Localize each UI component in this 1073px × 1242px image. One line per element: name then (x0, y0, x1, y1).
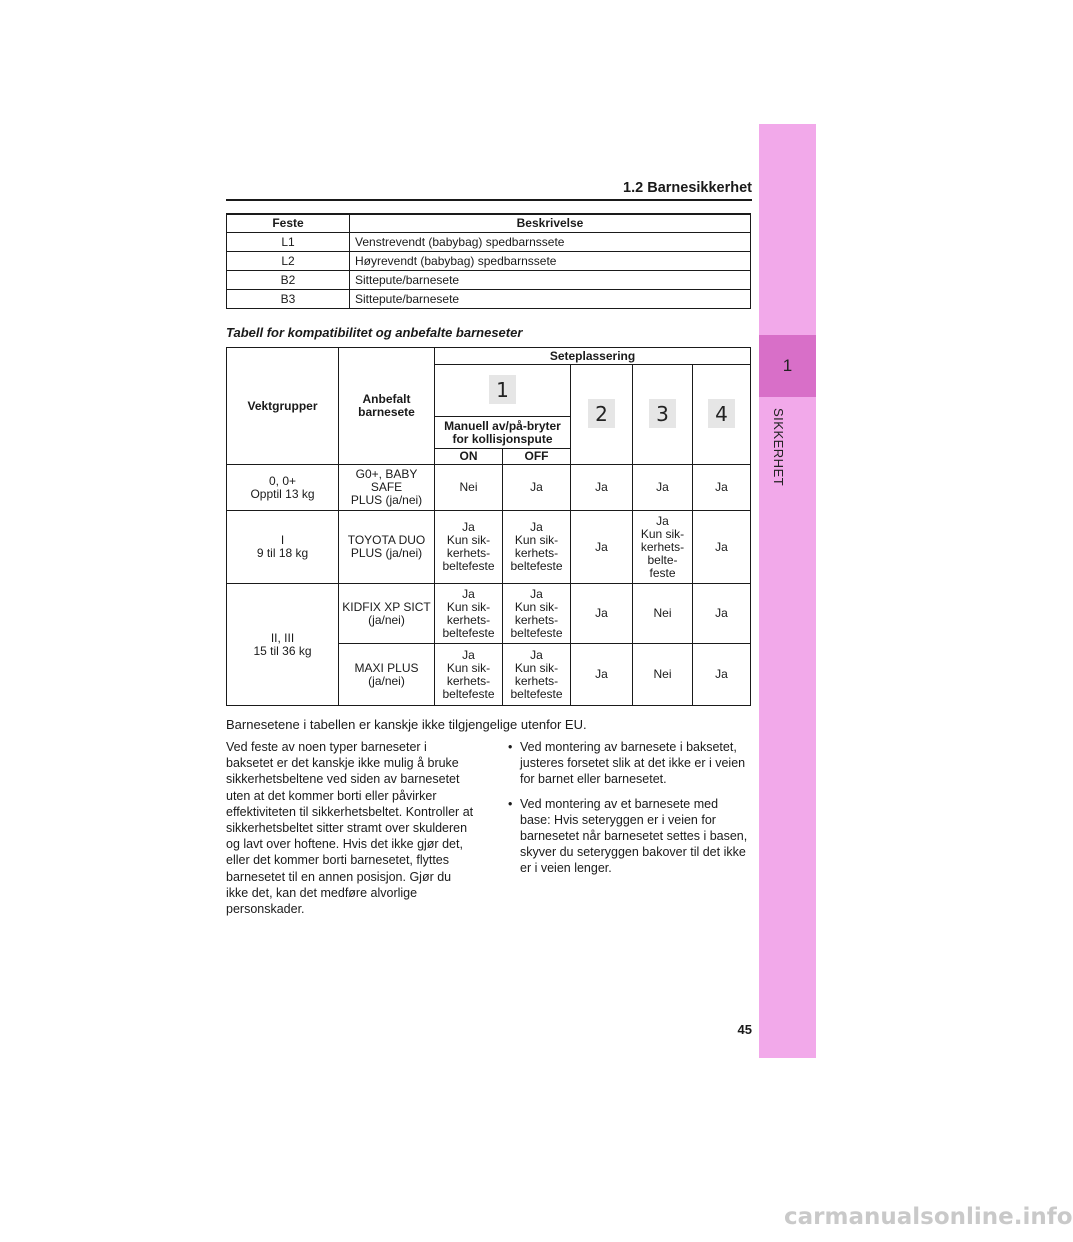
table-cell: Ja (693, 465, 751, 511)
table-cell: Nei (633, 644, 693, 706)
seat-position-3-cell (633, 365, 693, 465)
seat-position-2-cell (571, 365, 633, 465)
table-header: Feste (227, 214, 350, 232)
table-cell: II, III 15 til 36 kg (227, 584, 339, 706)
table-cell: Ja Kun sik- kerhets- beltefeste (503, 644, 571, 706)
table-cell: MAXI PLUS (ja/nei) (339, 644, 435, 706)
svg-text:2: 2 (595, 401, 608, 426)
table-cell: Ja (693, 644, 751, 706)
table-cell: Ja Kun sik- kerhets- beltefeste (435, 644, 503, 706)
table-cell: TOYOTA DUO PLUS (ja/nei) (339, 511, 435, 584)
table-cell: Nei (633, 584, 693, 644)
seat-position-1-icon (489, 375, 516, 404)
table-cell: L1 (227, 232, 350, 251)
table-cell: Venstrevendt (babybag) spedbarnssete (350, 232, 751, 251)
table-cell: B2 (227, 270, 350, 289)
table-cell: I 9 til 18 kg (227, 511, 339, 584)
table-cell: Ja (503, 465, 571, 511)
availability-note: Barnesetene i tabellen er kanskje ikke tilgjengelige utenfor EU. (226, 717, 587, 732)
header-weight-group: Vektgrupper (227, 348, 339, 465)
table-cell: B3 (227, 289, 350, 308)
table-cell: L2 (227, 251, 350, 270)
table-row (227, 270, 751, 289)
header-recommended-seat: Anbefalt barnesete (339, 348, 435, 465)
seatbelt-warning-paragraph: Ved feste av noen typer barneseter i baksetet er det kanskje ikke mulig å bruke sikkerhetsbeltene ved siden av barnesetet uten at det kommer borti eller påvirker effektiviteten til sikkerhetsbeltet. Kontroller at sikkerhetsbeltet sitter stramt over skulderen og lavt over hoftene. Hvis det ikke gjør det, eller det kommer borti barnesetet, flyttes barnesetet til en annen posisjon. Gjør du ikke det, kan det medføre alvorlige personskader. (226, 740, 474, 917)
bullet-item: • Ved montering av barnesete i baksetet, justeres forsetet slik at det ikke er i veien for barnet eller barnesetet. (506, 739, 752, 788)
table-cell: KIDFIX XP SICT (ja/nei) (339, 584, 435, 644)
table-cell: Ja (571, 644, 633, 706)
table-cell: Ja Kun sik- kerhets- beltefeste (503, 511, 571, 584)
seat-position-1-cell (435, 365, 571, 417)
header-seat-placement: Seteplassering (435, 348, 751, 365)
svg-text:3: 3 (656, 401, 669, 426)
section-header: 1.2 Barnesikkerhet (623, 180, 752, 196)
table-row (227, 251, 751, 270)
table-cell: G0+, BABY SAFE PLUS (ja/nei) (339, 465, 435, 511)
header-off: OFF (503, 449, 571, 465)
seat-position-2-icon (588, 399, 615, 428)
table-cell: Sittepute/barnesete (350, 289, 751, 308)
chapter-title: SIKKERHET (771, 408, 786, 487)
svg-text:1: 1 (496, 377, 509, 402)
table-row (227, 465, 751, 511)
table-row (227, 511, 751, 584)
table-cell: Ja (693, 584, 751, 644)
attachment-table (226, 213, 751, 309)
compatibility-table (226, 347, 751, 706)
table-cell: Nei (435, 465, 503, 511)
header-rule (226, 199, 752, 201)
chapter-side-tab (759, 124, 816, 1058)
installation-bullets (506, 739, 752, 885)
table-cell: Høyrevendt (babybag) spedbarnssete (350, 251, 751, 270)
table-cell: Ja Kun sik- kerhets- beltefeste (435, 511, 503, 584)
seat-position-4-cell (693, 365, 751, 465)
table-row (227, 584, 751, 644)
table-cell: Ja (571, 465, 633, 511)
table-cell: Ja Kun sik- kerhets- beltefeste (503, 584, 571, 644)
seat-position-4-icon (708, 399, 735, 428)
svg-text:4: 4 (715, 401, 728, 426)
header-airbag-switch: Manuell av/på-bryter for kollisjonspute (435, 417, 571, 449)
table-row (227, 232, 751, 251)
table-header: Beskrivelse (350, 214, 751, 232)
header-on: ON (435, 449, 503, 465)
table-cell: Ja (633, 465, 693, 511)
chapter-number: 1 (759, 335, 816, 397)
watermark: carmanualsonline.info (784, 1204, 1073, 1230)
table-row (227, 289, 751, 308)
table-cell: Ja (571, 511, 633, 584)
table-cell: Sittepute/barnesete (350, 270, 751, 289)
table-caption: Tabell for kompatibilitet og anbefalte barneseter (226, 325, 523, 340)
bullet-item: • Ved montering av et barnesete med base: Hvis seteryggen er i veien for barnesetet når barnesetet settes i basen, skyver du seteryggen bakover til det ikke er i veien lenger. (506, 796, 752, 877)
table-cell: Ja (693, 511, 751, 584)
seat-position-3-icon (649, 399, 676, 428)
table-cell: 0, 0+ Opptil 13 kg (227, 465, 339, 511)
table-cell: Ja Kun sik- kerhets- beltefeste (435, 584, 503, 644)
table-cell: Ja (571, 584, 633, 644)
table-cell: Ja Kun sik- kerhets- belte- feste (633, 511, 693, 584)
page-number: 45 (737, 1022, 752, 1037)
